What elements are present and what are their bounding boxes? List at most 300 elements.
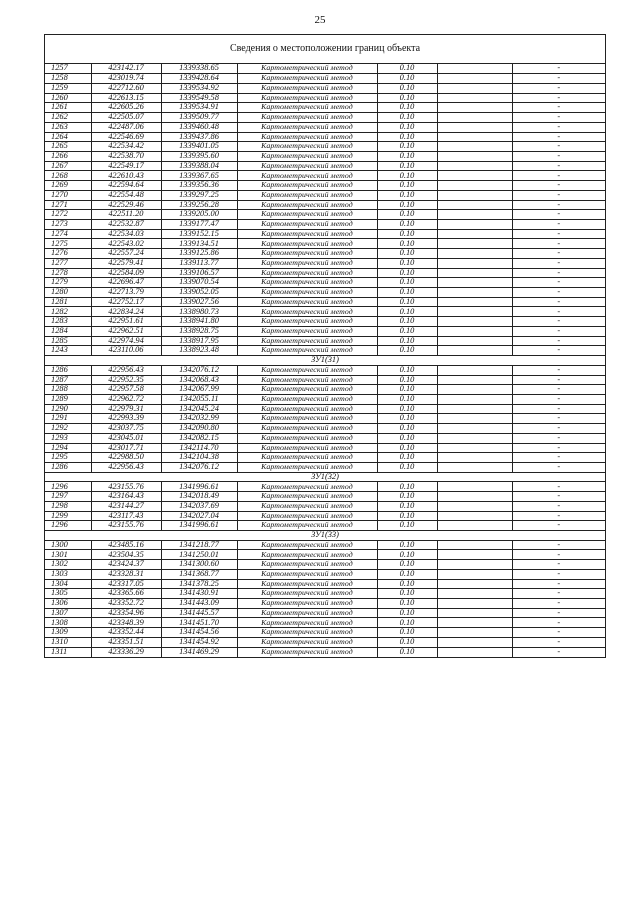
coord-x: 423155.76	[91, 482, 161, 492]
method: Картометрический метод	[237, 64, 377, 74]
point-number: 1294	[45, 443, 91, 453]
blank-cell	[437, 618, 512, 628]
precision: 0.10	[377, 249, 437, 259]
table-row	[45, 249, 605, 259]
coord-x: 422554.48	[91, 190, 161, 200]
precision: 0.10	[377, 589, 437, 599]
description: -	[512, 453, 605, 463]
point-number: 1285	[45, 336, 91, 346]
point-number: 1283	[45, 317, 91, 327]
point-number: 1300	[45, 540, 91, 550]
description: -	[512, 171, 605, 181]
description: -	[512, 93, 605, 103]
coord-x: 422532.87	[91, 220, 161, 230]
table-row	[45, 637, 605, 647]
precision: 0.10	[377, 579, 437, 589]
precision: 0.10	[377, 326, 437, 336]
blank-cell	[437, 132, 512, 142]
coord-x: 422584.09	[91, 268, 161, 278]
coord-x: 423424.37	[91, 560, 161, 570]
precision: 0.10	[377, 550, 437, 560]
precision: 0.10	[377, 113, 437, 123]
table-row	[45, 258, 605, 268]
coord-x: 423037.75	[91, 424, 161, 434]
coord-y: 1341445.57	[161, 608, 237, 618]
blank-cell	[437, 424, 512, 434]
blank-cell	[437, 336, 512, 346]
coord-x: 422594.64	[91, 181, 161, 191]
coord-x: 422951.61	[91, 317, 161, 327]
blank-cell	[437, 64, 512, 74]
description: -	[512, 540, 605, 550]
precision: 0.10	[377, 414, 437, 424]
coord-y: 1341451.70	[161, 618, 237, 628]
table-row	[45, 443, 605, 453]
coord-x: 423117.43	[91, 511, 161, 521]
description: -	[512, 462, 605, 472]
coord-x: 423354.96	[91, 608, 161, 618]
coordinates-table	[45, 64, 605, 657]
precision: 0.10	[377, 142, 437, 152]
table-row	[45, 210, 605, 220]
description: -	[512, 569, 605, 579]
coord-x: 423351.51	[91, 637, 161, 647]
table-row	[45, 171, 605, 181]
table-row	[45, 326, 605, 336]
method: Картометрический метод	[237, 326, 377, 336]
precision: 0.10	[377, 424, 437, 434]
precision: 0.10	[377, 346, 437, 356]
blank-cell	[437, 278, 512, 288]
coord-x: 423365.66	[91, 589, 161, 599]
precision: 0.10	[377, 288, 437, 298]
section-row	[45, 531, 605, 541]
blank-cell	[437, 210, 512, 220]
point-number: 1281	[45, 297, 91, 307]
table-row	[45, 540, 605, 550]
blank-cell	[437, 181, 512, 191]
point-number: 1286	[45, 365, 91, 375]
description: -	[512, 132, 605, 142]
coord-y: 1342076.12	[161, 462, 237, 472]
coord-y: 1342090.80	[161, 424, 237, 434]
point-number: 1257	[45, 64, 91, 74]
description: -	[512, 560, 605, 570]
point-number: 1282	[45, 307, 91, 317]
coord-x: 423045.01	[91, 433, 161, 443]
table-row	[45, 74, 605, 84]
method: Картометрический метод	[237, 297, 377, 307]
point-number: 1267	[45, 161, 91, 171]
precision: 0.10	[377, 608, 437, 618]
precision: 0.10	[377, 317, 437, 327]
blank-cell	[437, 628, 512, 638]
coord-y: 1341454.56	[161, 628, 237, 638]
table-row	[45, 424, 605, 434]
description: -	[512, 414, 605, 424]
method: Картометрический метод	[237, 511, 377, 521]
blank-cell	[437, 453, 512, 463]
document-title: Сведения о местоположении границ объекта	[45, 35, 605, 64]
coord-x: 422543.02	[91, 239, 161, 249]
coord-y: 1339356.36	[161, 181, 237, 191]
precision: 0.10	[377, 307, 437, 317]
method: Картометрический метод	[237, 336, 377, 346]
method: Картометрический метод	[237, 346, 377, 356]
description: -	[512, 288, 605, 298]
blank-cell	[437, 200, 512, 210]
method: Картометрический метод	[237, 560, 377, 570]
coord-x: 422962.72	[91, 394, 161, 404]
method: Картометрический метод	[237, 647, 377, 657]
table-row	[45, 288, 605, 298]
section-label: ЗУ1(31)	[45, 356, 605, 366]
method: Картометрический метод	[237, 424, 377, 434]
description: -	[512, 239, 605, 249]
blank-cell	[437, 385, 512, 395]
point-number: 1291	[45, 414, 91, 424]
method: Картометрический метод	[237, 220, 377, 230]
coord-y: 1339395.60	[161, 151, 237, 161]
precision: 0.10	[377, 190, 437, 200]
method: Картометрический метод	[237, 365, 377, 375]
coord-y: 1342037.69	[161, 501, 237, 511]
precision: 0.10	[377, 540, 437, 550]
method: Картометрический метод	[237, 122, 377, 132]
coord-x: 422557.24	[91, 249, 161, 259]
method: Картометрический метод	[237, 249, 377, 259]
table-row	[45, 365, 605, 375]
description: -	[512, 589, 605, 599]
precision: 0.10	[377, 103, 437, 113]
description: -	[512, 482, 605, 492]
precision: 0.10	[377, 93, 437, 103]
table-row	[45, 142, 605, 152]
table-row	[45, 599, 605, 609]
coord-x: 422487.06	[91, 122, 161, 132]
table-row	[45, 317, 605, 327]
method: Картометрический метод	[237, 113, 377, 123]
point-number: 1273	[45, 220, 91, 230]
precision: 0.10	[377, 132, 437, 142]
method: Картометрический метод	[237, 453, 377, 463]
point-number: 1260	[45, 93, 91, 103]
precision: 0.10	[377, 501, 437, 511]
point-number: 1311	[45, 647, 91, 657]
table-row	[45, 579, 605, 589]
blank-cell	[437, 394, 512, 404]
blank-cell	[437, 93, 512, 103]
blank-cell	[437, 375, 512, 385]
point-number: 1277	[45, 258, 91, 268]
method: Картометрический метод	[237, 103, 377, 113]
coord-y: 1339205.00	[161, 210, 237, 220]
coord-y: 1341300.60	[161, 560, 237, 570]
table-row	[45, 239, 605, 249]
blank-cell	[437, 579, 512, 589]
description: -	[512, 103, 605, 113]
table-row	[45, 628, 605, 638]
blank-cell	[437, 307, 512, 317]
point-number: 1295	[45, 453, 91, 463]
blank-cell	[437, 229, 512, 239]
description: -	[512, 307, 605, 317]
table-row	[45, 220, 605, 230]
coord-x: 423352.72	[91, 599, 161, 609]
precision: 0.10	[377, 229, 437, 239]
blank-cell	[437, 113, 512, 123]
section-row	[45, 472, 605, 482]
description: -	[512, 618, 605, 628]
table-row	[45, 608, 605, 618]
method: Картометрический метод	[237, 394, 377, 404]
blank-cell	[437, 492, 512, 502]
description: -	[512, 122, 605, 132]
table-row	[45, 511, 605, 521]
coord-y: 1338928.75	[161, 326, 237, 336]
method: Картометрический метод	[237, 618, 377, 628]
description: -	[512, 249, 605, 259]
method: Картометрический метод	[237, 433, 377, 443]
table-row	[45, 103, 605, 113]
method: Картометрический метод	[237, 258, 377, 268]
coord-x: 423352.44	[91, 628, 161, 638]
precision: 0.10	[377, 336, 437, 346]
method: Картометрический метод	[237, 317, 377, 327]
precision: 0.10	[377, 210, 437, 220]
blank-cell	[437, 647, 512, 657]
method: Картометрический метод	[237, 142, 377, 152]
coord-x: 422956.43	[91, 365, 161, 375]
description: -	[512, 142, 605, 152]
table-row	[45, 190, 605, 200]
coord-y: 1342045.24	[161, 404, 237, 414]
point-number: 1305	[45, 589, 91, 599]
coord-y: 1339052.05	[161, 288, 237, 298]
precision: 0.10	[377, 74, 437, 84]
description: -	[512, 511, 605, 521]
precision: 0.10	[377, 122, 437, 132]
precision: 0.10	[377, 297, 437, 307]
description: -	[512, 637, 605, 647]
section-row	[45, 356, 605, 366]
description: -	[512, 599, 605, 609]
coord-y: 1342104.38	[161, 453, 237, 463]
blank-cell	[437, 462, 512, 472]
blank-cell	[437, 521, 512, 531]
coord-y: 1338923.48	[161, 346, 237, 356]
table-row	[45, 550, 605, 560]
method: Картометрический метод	[237, 229, 377, 239]
table-row	[45, 462, 605, 472]
section-label: ЗУ1(32)	[45, 472, 605, 482]
coord-y: 1339256.28	[161, 200, 237, 210]
coord-y: 1342114.70	[161, 443, 237, 453]
table-row	[45, 453, 605, 463]
coord-y: 1342076.12	[161, 365, 237, 375]
coord-y: 1339125.86	[161, 249, 237, 259]
coord-x: 423110.06	[91, 346, 161, 356]
table-row	[45, 433, 605, 443]
method: Картометрический метод	[237, 200, 377, 210]
coord-x: 422988.50	[91, 453, 161, 463]
point-number: 1261	[45, 103, 91, 113]
precision: 0.10	[377, 200, 437, 210]
table-row	[45, 64, 605, 74]
point-number: 1266	[45, 151, 91, 161]
coord-x: 423328.31	[91, 569, 161, 579]
description: -	[512, 424, 605, 434]
coord-y: 1341996.61	[161, 482, 237, 492]
table-row	[45, 113, 605, 123]
precision: 0.10	[377, 404, 437, 414]
table-row	[45, 122, 605, 132]
precision: 0.10	[377, 443, 437, 453]
coord-y: 1342055.11	[161, 394, 237, 404]
method: Картометрический метод	[237, 171, 377, 181]
method: Картометрический метод	[237, 404, 377, 414]
precision: 0.10	[377, 521, 437, 531]
description: -	[512, 268, 605, 278]
method: Картометрический метод	[237, 210, 377, 220]
table-row	[45, 501, 605, 511]
method: Картометрический метод	[237, 132, 377, 142]
table-row	[45, 229, 605, 239]
precision: 0.10	[377, 220, 437, 230]
method: Картометрический метод	[237, 385, 377, 395]
point-number: 1265	[45, 142, 91, 152]
point-number: 1290	[45, 404, 91, 414]
table-row	[45, 93, 605, 103]
point-number: 1286	[45, 462, 91, 472]
description: -	[512, 550, 605, 560]
description: -	[512, 258, 605, 268]
method: Картометрический метод	[237, 589, 377, 599]
precision: 0.10	[377, 482, 437, 492]
description: -	[512, 365, 605, 375]
coord-y: 1342067.99	[161, 385, 237, 395]
description: -	[512, 220, 605, 230]
coord-x: 422534.42	[91, 142, 161, 152]
coord-y: 1338980.73	[161, 307, 237, 317]
table-row	[45, 647, 605, 657]
description: -	[512, 74, 605, 84]
blank-cell	[437, 326, 512, 336]
coord-y: 1341218.77	[161, 540, 237, 550]
point-number: 1306	[45, 599, 91, 609]
description: -	[512, 64, 605, 74]
blank-cell	[437, 142, 512, 152]
table-row	[45, 394, 605, 404]
point-number: 1297	[45, 492, 91, 502]
precision: 0.10	[377, 647, 437, 657]
coord-y: 1339113.77	[161, 258, 237, 268]
method: Картометрический метод	[237, 375, 377, 385]
coord-y: 1338941.80	[161, 317, 237, 327]
blank-cell	[437, 608, 512, 618]
precision: 0.10	[377, 492, 437, 502]
blank-cell	[437, 482, 512, 492]
precision: 0.10	[377, 268, 437, 278]
coord-x: 422605.26	[91, 103, 161, 113]
coord-y: 1339367.65	[161, 171, 237, 181]
coord-x: 422579.41	[91, 258, 161, 268]
description: -	[512, 326, 605, 336]
coord-y: 1339534.92	[161, 83, 237, 93]
coord-y: 1341454.92	[161, 637, 237, 647]
coord-x: 423504.35	[91, 550, 161, 560]
coord-x: 423144.27	[91, 501, 161, 511]
coord-y: 1342018.49	[161, 492, 237, 502]
point-number: 1269	[45, 181, 91, 191]
point-number: 1275	[45, 239, 91, 249]
blank-cell	[437, 637, 512, 647]
point-number: 1293	[45, 433, 91, 443]
precision: 0.10	[377, 161, 437, 171]
coord-y: 1339152.15	[161, 229, 237, 239]
precision: 0.10	[377, 64, 437, 74]
precision: 0.10	[377, 83, 437, 93]
page-number: 25	[314, 14, 326, 26]
blank-cell	[437, 268, 512, 278]
blank-cell	[437, 599, 512, 609]
blank-cell	[437, 511, 512, 521]
point-number: 1262	[45, 113, 91, 123]
precision: 0.10	[377, 181, 437, 191]
precision: 0.10	[377, 239, 437, 249]
method: Картометрический метод	[237, 599, 377, 609]
description: -	[512, 608, 605, 618]
coord-y: 1341368.77	[161, 569, 237, 579]
table-row	[45, 414, 605, 424]
blank-cell	[437, 249, 512, 259]
method: Картометрический метод	[237, 151, 377, 161]
table-row	[45, 268, 605, 278]
coord-y: 1339509.77	[161, 113, 237, 123]
method: Картометрический метод	[237, 482, 377, 492]
coord-x: 422505.07	[91, 113, 161, 123]
method: Картометрический метод	[237, 443, 377, 453]
precision: 0.10	[377, 375, 437, 385]
blank-cell	[437, 161, 512, 171]
method: Картометрический метод	[237, 637, 377, 647]
coord-y: 1342027.04	[161, 511, 237, 521]
description: -	[512, 229, 605, 239]
description: -	[512, 161, 605, 171]
coord-y: 1339437.86	[161, 132, 237, 142]
coord-x: 423155.76	[91, 521, 161, 531]
coordinates-document	[44, 34, 606, 658]
coord-x: 422511.20	[91, 210, 161, 220]
coord-y: 1339106.57	[161, 268, 237, 278]
point-number: 1292	[45, 424, 91, 434]
method: Картометрический метод	[237, 181, 377, 191]
blank-cell	[437, 540, 512, 550]
coord-y: 1341378.25	[161, 579, 237, 589]
method: Картометрический метод	[237, 268, 377, 278]
coord-y: 1339338.65	[161, 64, 237, 74]
description: -	[512, 190, 605, 200]
blank-cell	[437, 239, 512, 249]
point-number: 1309	[45, 628, 91, 638]
point-number: 1284	[45, 326, 91, 336]
precision: 0.10	[377, 151, 437, 161]
blank-cell	[437, 317, 512, 327]
coord-x: 422979.31	[91, 404, 161, 414]
precision: 0.10	[377, 511, 437, 521]
point-number: 1304	[45, 579, 91, 589]
coord-x: 423019.74	[91, 74, 161, 84]
